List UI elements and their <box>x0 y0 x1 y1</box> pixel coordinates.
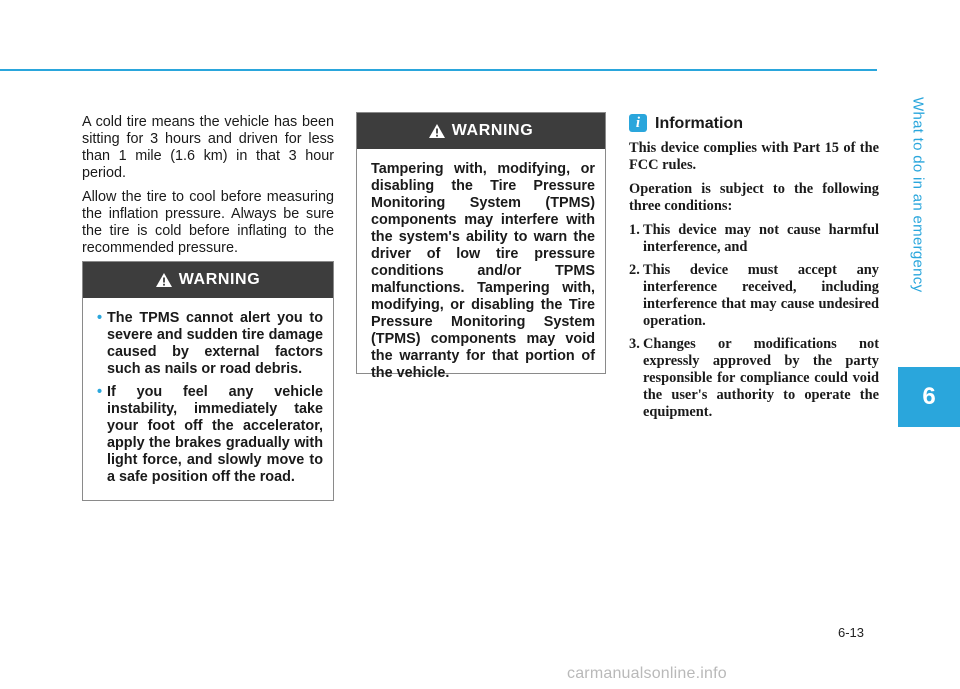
warning-title: WARNING <box>178 271 261 288</box>
section-title: What to do in an emergency <box>909 97 927 293</box>
intro-text <box>82 114 334 264</box>
warning-header <box>83 262 333 298</box>
page-number: 6-13 <box>838 625 865 640</box>
warning-box-tpms-alert <box>82 261 334 501</box>
information-header <box>629 114 879 132</box>
information-list <box>629 222 879 421</box>
warning-title: WARNING <box>451 122 534 139</box>
information-item: 1. This device may not cause harmful interference, and <box>629 222 879 255</box>
warning-item: • The TPMS cannot alert you to severe and sudden tire damage caused by external factors such as nails or road debris. <box>97 310 323 377</box>
information-paragraph-1: This device complies with Part 15 of the FCC rules. <box>629 140 879 173</box>
information-item: 2. This device must accept any interference received, including interference that may cause undesired operation. <box>629 262 879 329</box>
information-paragraph-2: Operation is subject to the following three conditions: <box>629 181 879 214</box>
chapter-badge: 6 <box>898 367 960 427</box>
warning-list <box>97 310 323 486</box>
warning-body: Tampering with, modifying, or disabling the Tire Pressure Monitoring System (TPMS) components may interfere with the system's ability to warn the driver of low tire pressure conditions and/or TPMS malfunctions. Tampering with, modifying, or disabling the Tire Pressure Monitoring System (TPMS) components may void the warranty for that portion of the vehicle. <box>371 161 595 381</box>
warning-triangle-icon <box>156 273 172 287</box>
watermark-link[interactable]: carmanualsonline.info <box>567 665 727 682</box>
warning-body <box>83 298 333 502</box>
warning-header <box>357 113 605 149</box>
warning-triangle-icon <box>429 124 445 138</box>
bullet-icon: • <box>97 310 103 326</box>
information-title: Information <box>655 114 743 132</box>
intro-paragraph-1: A cold tire means the vehicle has been sitting for 3 hours and driven for less than 1 mile (1.6 km) in that 3 hour period. <box>82 114 334 181</box>
info-icon: i <box>629 114 647 132</box>
information-item: 3. Changes or modifications not expressly approved by the party responsible for compliance could void the user's authority to operate the equipment. <box>629 336 879 420</box>
top-rule <box>0 69 877 71</box>
warning-box-tampering <box>356 112 606 381</box>
warning-item: • If you feel any vehicle instability, immediately take your foot off the accelerator, apply the brakes gradually with light force, and slowly move to a safe position off the road. <box>97 384 323 485</box>
bullet-icon: • <box>97 384 103 400</box>
intro-paragraph-2: Allow the tire to cool before measuring the inflation pressure. Always be sure the tire is cold before inflating to the recommended pressure. <box>82 189 334 256</box>
information-section <box>629 114 879 427</box>
